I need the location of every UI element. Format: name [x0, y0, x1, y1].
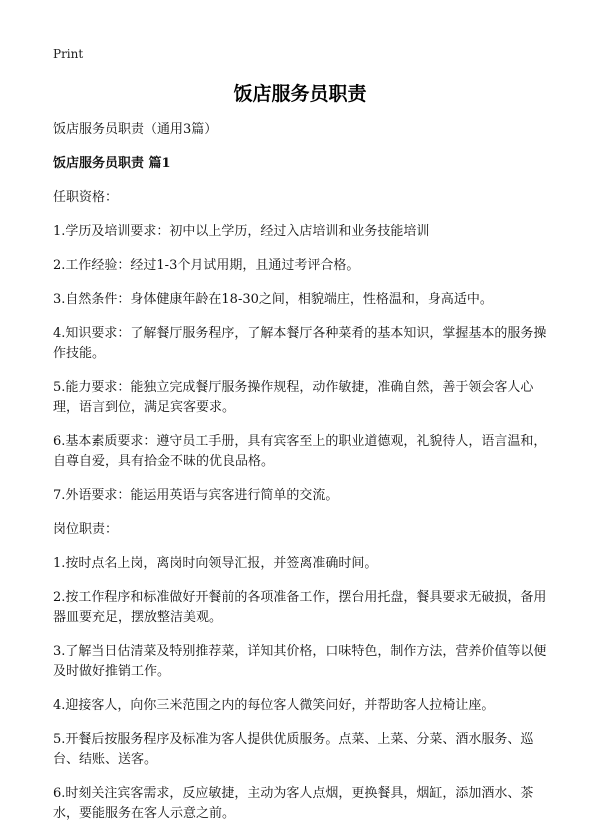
document-body — [53, 120, 553, 838]
document-title: 饭店服务员职责 — [233, 83, 367, 105]
print-link[interactable]: Print — [53, 47, 84, 61]
section-title: 饭店服务员职责 篇1 — [53, 156, 171, 171]
duty-item: 3.了解当日估清菜及特别推荐菜，详知其价格，口味特色，制作方法，营养价值等以便及时做好推销工作。 — [53, 644, 547, 679]
qualification-item: 2.工作经验：经过1-3个月试用期，且通过考评合格。 — [53, 258, 360, 273]
qualification-item: 1.学历及培训要求：初中以上学历，经过入店培训和业务技能培训 — [53, 224, 430, 239]
qualification-item: 7.外语要求：能运用英语与宾客进行简单的交流。 — [53, 488, 339, 503]
duty-item: 5.开餐后按服务程序及标准为客人提供优质服务。点菜、上菜、分菜、酒水服务、巡台、结账、送客。 — [53, 732, 534, 767]
duties-heading: 岗位职责： — [53, 522, 119, 537]
duty-item: 4.迎接客人，向你三米范围之内的每位客人微笑问好，并帮助客人拉椅让座。 — [53, 698, 495, 713]
duty-item: 6.时刻关注宾客需求，反应敏捷，主动为客人点烟，更换餐具，烟缸，添加酒水、茶水，要能服务在客人示意之前。 — [53, 786, 534, 821]
duty-item: 2.按工作程序和标准做好开餐前的各项准备工作，摆台用托盘，餐具要求无破损，备用器皿要充足，摆放整洁美观。 — [53, 590, 547, 625]
qualification-item: 5.能力要求：能独立完成餐厅服务操作规程，动作敏捷，准确自然，善于领会客人心理，语言到位，满足宾客要求。 — [53, 380, 534, 415]
qualification-item: 3.自然条件：身体健康年龄在18-30之间，相貌端庄，性格温和，身高适中。 — [53, 292, 493, 307]
qualification-item: 6.基本素质要求：遵守员工手册，具有宾客至上的职业道德观，礼貌待人，语言温和，自尊自爱，具有拾金不昧的优良品格。 — [53, 434, 547, 469]
duty-item: 1.按时点名上岗，离岗时向领导汇报，并签离准确时间。 — [53, 556, 378, 571]
qualifications-heading: 任职资格： — [53, 190, 119, 205]
qualification-item: 4.知识要求：了解餐厅服务程序，了解本餐厅各种菜肴的基本知识，掌握基本的服务操作技能。 — [53, 326, 547, 361]
document-subtitle: 饭店服务员职责（通用3篇） — [53, 122, 218, 137]
